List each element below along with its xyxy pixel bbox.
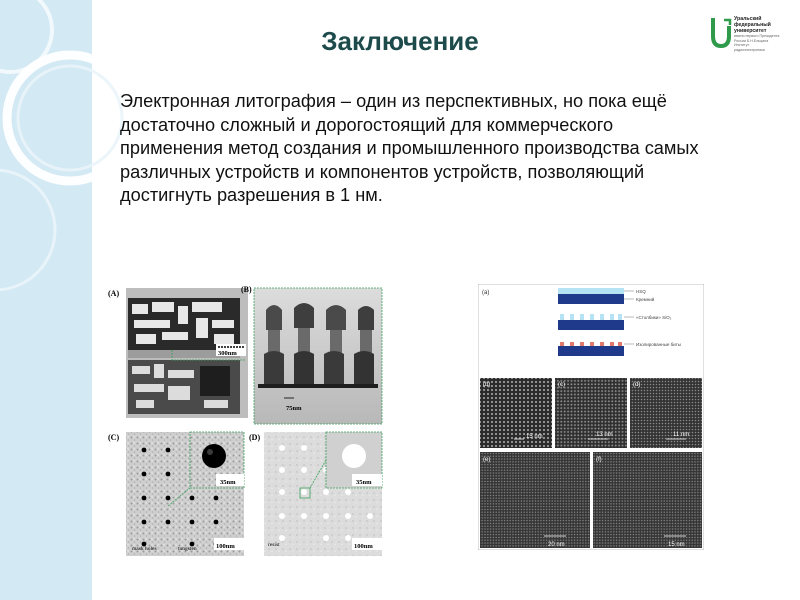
layer-si: Кремний — [636, 297, 655, 302]
label-mask-holes: mask holes — [132, 546, 157, 552]
label-tungsten: tungsten — [178, 546, 197, 552]
scale-c-r: 13 nm — [596, 432, 613, 438]
panel-c-label-r: (c) — [558, 382, 565, 388]
logo-line-4: имени первого Президента — [734, 34, 780, 38]
lithography-figure-left — [106, 280, 384, 557]
scale-d1: 35nm — [356, 479, 372, 486]
urfu-logo-text — [734, 16, 788, 52]
scale-c1: 35nm — [220, 479, 236, 486]
logo-line-1: Уральский — [734, 16, 762, 22]
panel-c-label: (C) — [108, 433, 120, 442]
panel-a-label: (A) — [108, 289, 120, 298]
panel-d — [264, 432, 382, 556]
panel-c — [126, 432, 244, 556]
scale-b-r: 15 nm — [526, 434, 543, 440]
label-resist: resist — [268, 542, 280, 548]
scale-b: 75nm — [286, 405, 302, 412]
logo-line-5: России Б.Н.Ельцина — [734, 38, 769, 43]
panel-a-label-r: (a) — [482, 290, 490, 296]
panel-e-label-r: (e) — [483, 457, 491, 463]
logo-line-2: федеральный — [734, 22, 771, 28]
scale-d-r: 11 nm — [673, 432, 690, 438]
scale-c2: 100nm — [216, 543, 235, 550]
logo-line-3: университет — [734, 28, 767, 34]
panel-b-label-r: (b) — [483, 382, 491, 388]
panel-f-image — [593, 452, 702, 548]
scale-d2: 100nm — [354, 543, 373, 550]
layer-bits: Изолированные биты — [636, 342, 681, 347]
panel-b-label: (B) — [241, 285, 252, 294]
panel-d-label-r: (d) — [633, 382, 641, 388]
lithography-figure-right — [478, 284, 704, 550]
slide-title: Заключение — [321, 26, 479, 56]
panel-f-label-r: (f) — [596, 457, 602, 463]
panel-d-image — [630, 378, 702, 448]
panel-e-image — [480, 452, 590, 548]
urfu-logo-icon — [710, 16, 732, 50]
panel-b — [254, 288, 382, 424]
logo-line-7: радиоэлектроники — [734, 47, 765, 52]
slide-body-text: Электронная литография – один из перспективных, но пока ещё достаточно сложный и дорогостоящий для коммерческого применения метод создания и промышленного производства самых различных устройств и компонентов устройств, позволяющий достигнуть разрешения в 1 нм. — [120, 91, 699, 206]
scale-f-r: 15 nm — [668, 542, 685, 548]
panel-d-label: (D) — [249, 433, 261, 442]
layer-pillars: «Столбики» SiO₂ — [636, 315, 672, 320]
panel-c-image — [555, 378, 627, 448]
scale-e-r: 20 nm — [548, 542, 565, 548]
urfu-logo — [710, 16, 786, 56]
scale-a: 300nm — [218, 350, 237, 357]
logo-line-6: Институт — [734, 43, 750, 47]
layer-hsq: HSQ — [636, 289, 646, 294]
